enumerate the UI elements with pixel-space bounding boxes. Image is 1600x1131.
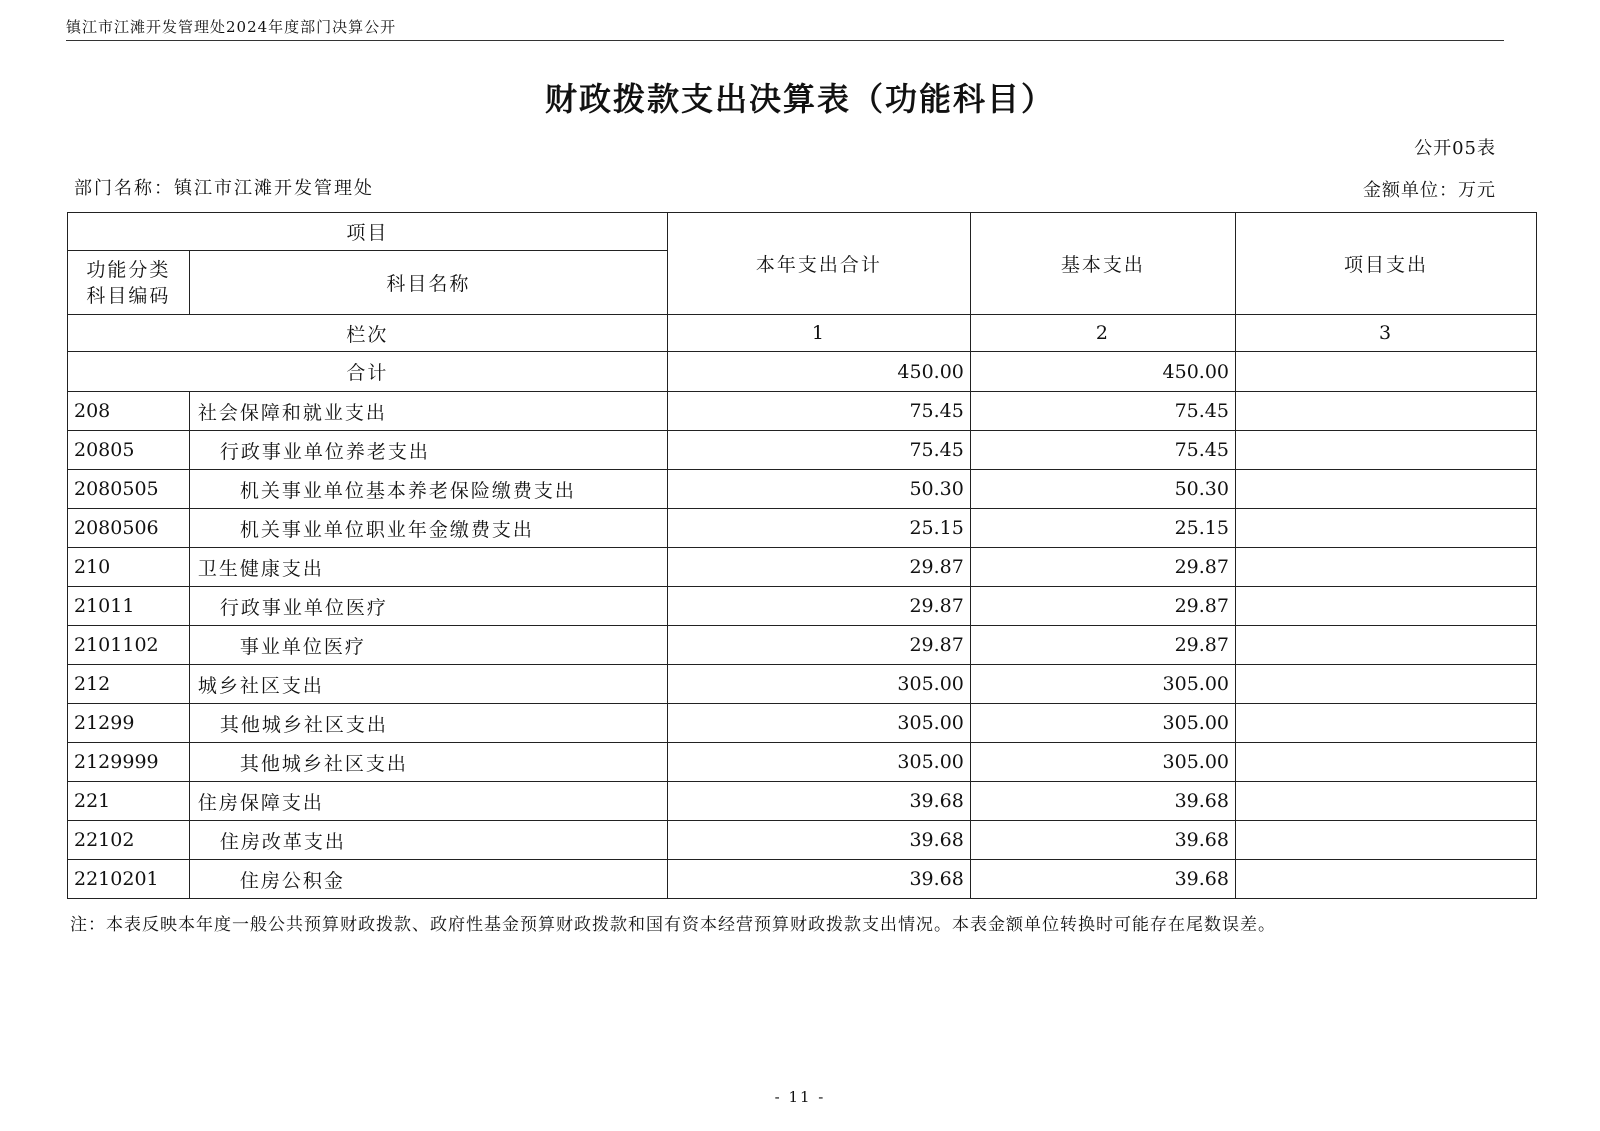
project-header: 项目支出 <box>1236 213 1537 315</box>
table-row <box>68 743 1537 782</box>
row-code: 221 <box>68 782 190 821</box>
item-header: 项目 <box>68 213 668 251</box>
table-row <box>68 392 1537 431</box>
table-row <box>68 431 1537 470</box>
row-basic: 29.87 <box>970 587 1235 626</box>
total-header: 本年支出合计 <box>667 213 970 315</box>
row-code: 22102 <box>68 821 190 860</box>
row-project <box>1236 587 1537 626</box>
row-name: 机关事业单位基本养老保险缴费支出 <box>189 470 667 509</box>
row-name: 住房公积金 <box>189 860 667 899</box>
table-code-label: 公开05表 <box>1414 138 1496 159</box>
row-name: 其他城乡社区支出 <box>189 704 667 743</box>
row-project <box>1236 431 1537 470</box>
row-basic: 29.87 <box>970 548 1235 587</box>
row-project <box>1236 548 1537 587</box>
table-row <box>68 704 1537 743</box>
row-total: 29.87 <box>667 626 970 665</box>
row-total: 50.30 <box>667 470 970 509</box>
row-name: 住房改革支出 <box>189 821 667 860</box>
row-total: 305.00 <box>667 743 970 782</box>
row-code: 2080506 <box>68 509 190 548</box>
row-code: 20805 <box>68 431 190 470</box>
row-project <box>1236 626 1537 665</box>
amount-unit: 金额单位：万元 <box>1363 180 1496 201</box>
row-name: 机关事业单位职业年金缴费支出 <box>189 509 667 548</box>
data-rows <box>68 392 1537 899</box>
column-index-total: 1 <box>667 315 970 352</box>
sum-total: 450.00 <box>667 352 970 392</box>
row-code: 2129999 <box>68 743 190 782</box>
row-basic: 25.15 <box>970 509 1235 548</box>
row-project <box>1236 470 1537 509</box>
row-project <box>1236 392 1537 431</box>
row-total: 75.45 <box>667 392 970 431</box>
page-title: 财政拨款支出决算表（功能科目） <box>544 80 1055 118</box>
table-row <box>68 782 1537 821</box>
row-name: 行政事业单位养老支出 <box>189 431 667 470</box>
row-project <box>1236 860 1537 899</box>
row-project <box>1236 665 1537 704</box>
page-number: - 11 - <box>774 1088 826 1106</box>
row-name: 社会保障和就业支出 <box>189 392 667 431</box>
row-name: 卫生健康支出 <box>189 548 667 587</box>
row-basic: 39.68 <box>970 782 1235 821</box>
document-header: 镇江市江滩开发管理处2024年度部门决算公开 <box>66 18 397 36</box>
row-total: 39.68 <box>667 782 970 821</box>
sum-basic: 450.00 <box>970 352 1235 392</box>
row-project <box>1236 704 1537 743</box>
sum-row <box>68 352 1537 392</box>
row-name: 城乡社区支出 <box>189 665 667 704</box>
sum-label: 合计 <box>68 352 668 392</box>
table-row <box>68 548 1537 587</box>
name-header: 科目名称 <box>189 251 667 315</box>
row-project <box>1236 743 1537 782</box>
row-total: 75.45 <box>667 431 970 470</box>
table-note: 注：本表反映本年度一般公共预算财政拨款、政府性基金预算财政拨款和国有资本经营预算财政拨款支出情况。本表金额单位转换时可能存在尾数误差。 <box>70 915 1276 935</box>
basic-header: 基本支出 <box>970 213 1235 315</box>
table-row <box>68 587 1537 626</box>
row-name: 行政事业单位医疗 <box>189 587 667 626</box>
row-project <box>1236 509 1537 548</box>
row-code: 21011 <box>68 587 190 626</box>
row-basic: 39.68 <box>970 860 1235 899</box>
row-basic: 305.00 <box>970 665 1235 704</box>
row-total: 39.68 <box>667 821 970 860</box>
row-code: 2210201 <box>68 860 190 899</box>
sum-project <box>1236 352 1537 392</box>
row-basic: 50.30 <box>970 470 1235 509</box>
column-index-label: 栏次 <box>68 315 668 352</box>
row-code: 208 <box>68 392 190 431</box>
column-index-basic: 2 <box>970 315 1235 352</box>
row-total: 29.87 <box>667 587 970 626</box>
row-total: 25.15 <box>667 509 970 548</box>
table-row <box>68 509 1537 548</box>
row-total: 29.87 <box>667 548 970 587</box>
row-name: 事业单位医疗 <box>189 626 667 665</box>
row-total: 39.68 <box>667 860 970 899</box>
row-name: 住房保障支出 <box>189 782 667 821</box>
table-row <box>68 470 1537 509</box>
expenditure-table <box>67 212 1537 899</box>
row-basic: 305.00 <box>970 743 1235 782</box>
row-code: 21299 <box>68 704 190 743</box>
row-code: 2080505 <box>68 470 190 509</box>
row-basic: 75.45 <box>970 392 1235 431</box>
table-row <box>68 665 1537 704</box>
table-row <box>68 821 1537 860</box>
column-index-project: 3 <box>1236 315 1537 352</box>
row-total: 305.00 <box>667 665 970 704</box>
row-basic: 305.00 <box>970 704 1235 743</box>
row-basic: 29.87 <box>970 626 1235 665</box>
header-divider <box>66 40 1504 41</box>
row-total: 305.00 <box>667 704 970 743</box>
table-row <box>68 626 1537 665</box>
code-header: 功能分类科目编码 <box>68 251 190 315</box>
row-basic: 39.68 <box>970 821 1235 860</box>
row-project <box>1236 782 1537 821</box>
row-code: 210 <box>68 548 190 587</box>
table-row <box>68 860 1537 899</box>
row-code: 212 <box>68 665 190 704</box>
row-code: 2101102 <box>68 626 190 665</box>
row-name: 其他城乡社区支出 <box>189 743 667 782</box>
row-project <box>1236 821 1537 860</box>
row-basic: 75.45 <box>970 431 1235 470</box>
department-name: 部门名称：镇江市江滩开发管理处 <box>74 178 374 199</box>
